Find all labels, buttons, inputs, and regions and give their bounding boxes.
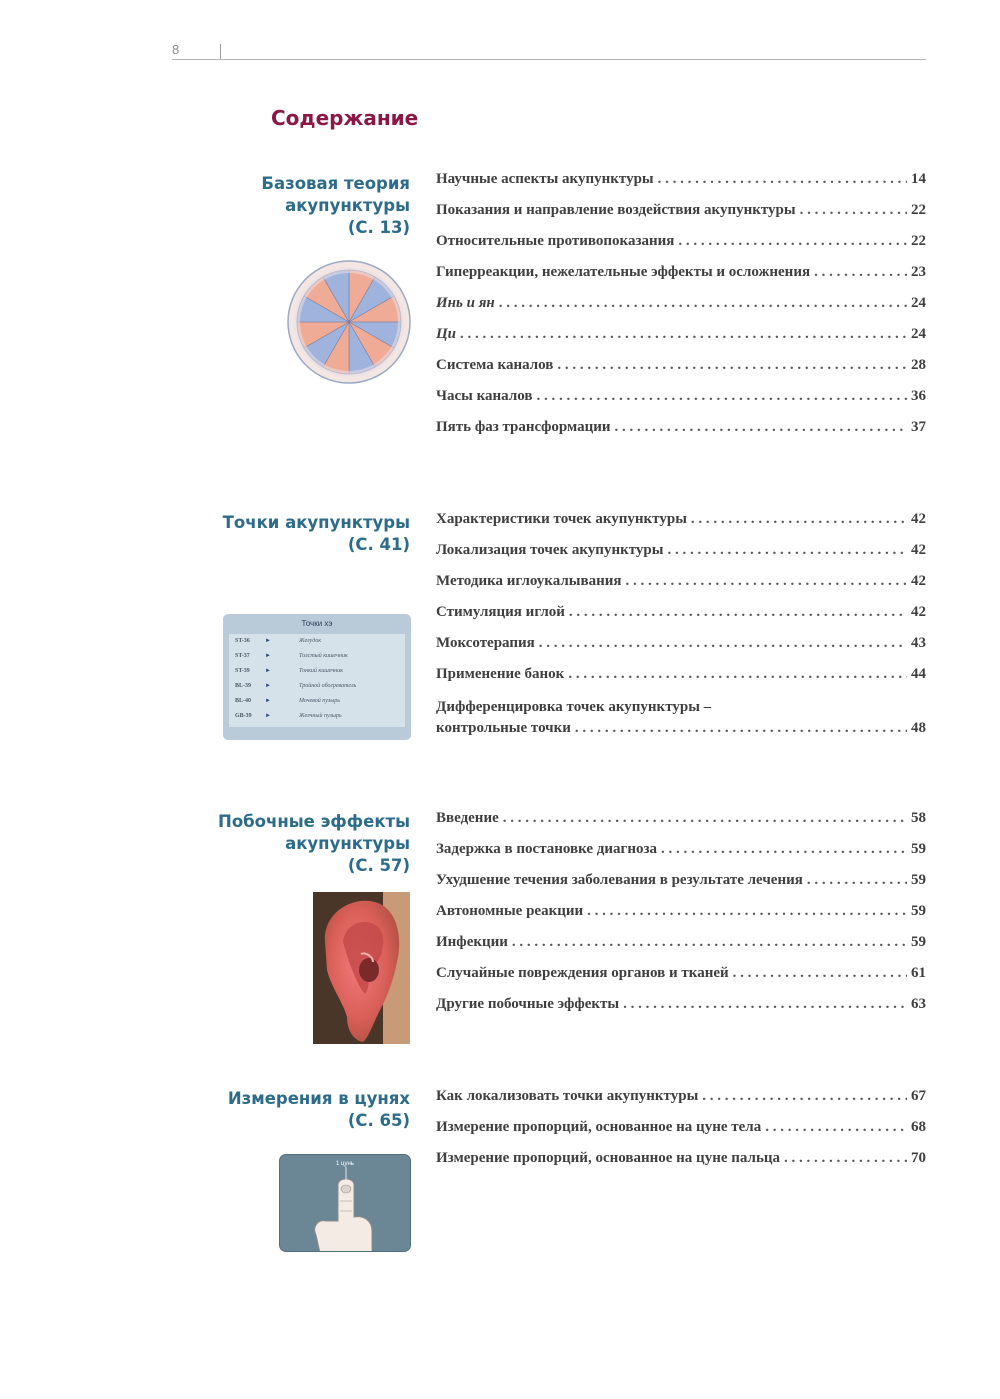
- section-title-basic-theory[interactable]: Базовая теория акупунктуры (С. 13): [261, 174, 410, 237]
- toc-entry[interactable]: Введение . . . 58: [436, 810, 926, 841]
- toc-entry[interactable]: Научные аспекты акупунктуры . . . 14: [436, 171, 926, 202]
- cun-finger-measurement-image: [279, 1154, 411, 1252]
- he-points-table-image: [223, 614, 411, 740]
- toc-entry[interactable]: Локализация точек акупунктуры . . . 42: [436, 542, 926, 573]
- toc-entry[interactable]: Моксотерапия . . . 43: [436, 635, 926, 666]
- toc-entry[interactable]: Автономные реакции . . . 59: [436, 903, 926, 934]
- arrow-icon: ►: [265, 638, 271, 644]
- table-row: ST-39 ► Тонкий кишечник: [229, 664, 405, 679]
- toc-entry[interactable]: Часы каналов . . . 36: [436, 388, 926, 419]
- inflamed-ear-photo: [313, 892, 410, 1044]
- table-row: ST-36 ► Желудок: [229, 634, 405, 649]
- toc-entry[interactable]: Ци . . . 24: [436, 326, 926, 357]
- arrow-icon: ►: [265, 698, 271, 704]
- toc-entry[interactable]: Другие побочные эффекты . . . 63: [436, 996, 926, 1027]
- toc-list-basic-theory: [436, 171, 926, 450]
- section-title-cun-measurements[interactable]: Измерения в цунях (С. 65): [227, 1089, 410, 1130]
- toc-entry[interactable]: Дифференцировка точек акупунктуры – контрольные точки . . . 48: [436, 697, 926, 749]
- arrow-icon: ►: [265, 668, 271, 674]
- table-row: BL-39 ► Тройной обогреватель: [229, 679, 405, 694]
- table-row: BL-40 ► Мочевой пузырь: [229, 694, 405, 709]
- header-rule: [172, 59, 926, 60]
- arrow-icon: ►: [265, 653, 271, 659]
- table-card-title: Точки хэ: [301, 619, 333, 628]
- toc-entry[interactable]: Показания и направление воздействия акупунктуры . . . 22: [436, 202, 926, 233]
- header-tick-divider: [220, 44, 221, 59]
- finger-caption: 1 цунь: [336, 1161, 354, 1167]
- toc-entry[interactable]: Задержка в постановке диагноза . . . 59: [436, 841, 926, 872]
- toc-entry[interactable]: Измерение пропорций, основанное на цуне тела . . . 68: [436, 1119, 926, 1150]
- toc-list-acupuncture-points: [436, 511, 926, 749]
- page-number: 8: [172, 42, 180, 57]
- table-card-body: [229, 634, 405, 727]
- toc-entry[interactable]: Случайные повреждения органов и тканей . . . 61: [436, 965, 926, 996]
- toc-entry[interactable]: Система каналов . . . 28: [436, 357, 926, 388]
- arrow-icon: ►: [265, 683, 271, 689]
- toc-entry[interactable]: Стимуляция иглой . . . 42: [436, 604, 926, 635]
- toc-entry[interactable]: Инфекции . . . 59: [436, 934, 926, 965]
- page-title: Содержание: [271, 106, 419, 130]
- toc-entry[interactable]: Пять фаз трансформации . . . 37: [436, 419, 926, 450]
- toc-list-side-effects: [436, 810, 926, 1027]
- table-row: ST-37 ► Толстый кишечник: [229, 649, 405, 664]
- finger-drawing: [280, 1155, 411, 1252]
- arrow-icon: ►: [265, 713, 271, 719]
- toc-entry[interactable]: Методика иглоукалывания . . . 42: [436, 573, 926, 604]
- toc-list-cun-measurements: [436, 1088, 926, 1181]
- toc-entry[interactable]: Гиперреакции, нежелательные эффекты и осложнения . . . 23: [436, 264, 926, 295]
- toc-entry[interactable]: Относительные противопоказания . . . 22: [436, 233, 926, 264]
- section-title-side-effects[interactable]: Побочные эффекты акупунктуры (С. 57): [218, 812, 410, 875]
- channel-clock-wheel-image: [287, 260, 411, 384]
- toc-entry[interactable]: Измерение пропорций, основанное на цуне пальца . . . 70: [436, 1150, 926, 1181]
- toc-entry[interactable]: Характеристики точек акупунктуры . . . 42: [436, 511, 926, 542]
- toc-entry[interactable]: Применение банок . . . 44: [436, 666, 926, 697]
- toc-entry[interactable]: Как локализовать точки акупунктуры . . . 67: [436, 1088, 926, 1119]
- table-row: GB-39 ► Желчный пузырь: [229, 709, 405, 724]
- toc-entry[interactable]: Ухудшение течения заболевания в результате лечения . . . 59: [436, 872, 926, 903]
- section-title-acupuncture-points[interactable]: Точки акупунктуры (С. 41): [222, 513, 410, 554]
- toc-entry[interactable]: Инь и ян . . . 24: [436, 295, 926, 326]
